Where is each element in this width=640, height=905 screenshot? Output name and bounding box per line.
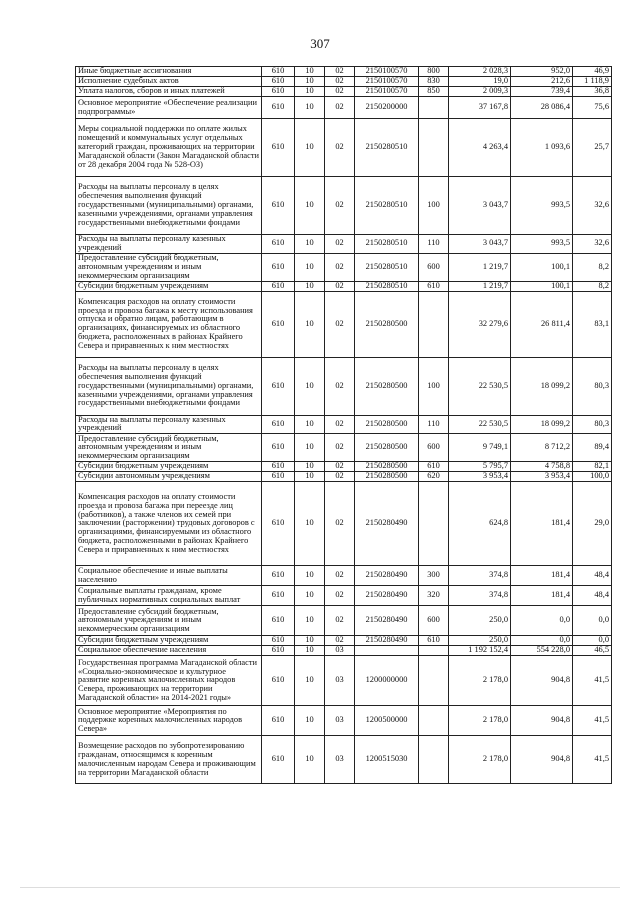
cell-pr: 03 (325, 656, 355, 706)
page-number: 307 (310, 36, 330, 51)
cell-csr: 1200000000 (355, 656, 419, 706)
cell-pr: 02 (325, 462, 355, 472)
cell-fact: 28 086,4 (511, 97, 573, 119)
cell-rz: 10 (295, 472, 325, 482)
cell-rz: 10 (295, 736, 325, 784)
cell-vr: 800 (419, 67, 449, 77)
cell-name: Расходы на выплаты персоналу в целях обеспечения выполнения функций государственными (муниципальными) органами, казенными учреждениями, органами управления государственными внебюджетными фондами (76, 357, 262, 415)
cell-name: Государственная программа Магаданской области «Социально-экономическое и культурное развитие коренных малочисленных народов Севера, проживающих на территории Магаданской области» на 2014-2021 годы» (76, 656, 262, 706)
table-row (76, 291, 612, 357)
cell-pct: 41,5 (573, 656, 612, 706)
table-row (76, 67, 612, 77)
table-row (76, 235, 612, 254)
table-row (76, 97, 612, 119)
cell-vr: 600 (419, 434, 449, 462)
cell-pr: 02 (325, 482, 355, 566)
cell-grbs: 610 (262, 462, 295, 472)
cell-grbs: 610 (262, 77, 295, 87)
table-row (76, 415, 612, 434)
cell-grbs: 610 (262, 291, 295, 357)
cell-rz: 10 (295, 177, 325, 235)
cell-pr: 02 (325, 415, 355, 434)
page-top (0, 0, 640, 4)
cell-rz: 10 (295, 235, 325, 254)
cell-pct: 0,0 (573, 636, 612, 646)
cell-plan: 1 219,7 (449, 281, 511, 291)
table-row (76, 586, 612, 606)
cell-vr (419, 291, 449, 357)
cell-fact: 739,4 (511, 87, 573, 97)
cell-csr: 2150280490 (355, 482, 419, 566)
cell-csr (355, 646, 419, 656)
cell-vr: 320 (419, 586, 449, 606)
cell-rz: 10 (295, 67, 325, 77)
cell-pr: 02 (325, 636, 355, 646)
cell-fact: 554 228,0 (511, 646, 573, 656)
cell-fact: 993,5 (511, 177, 573, 235)
cell-plan: 1 192 152,4 (449, 646, 511, 656)
cell-name: Социальное обеспечение и иные выплаты населению (76, 566, 262, 586)
cell-fact: 181,4 (511, 482, 573, 566)
cell-plan: 2 009,3 (449, 87, 511, 97)
cell-csr: 2150280500 (355, 291, 419, 357)
cell-pr: 02 (325, 472, 355, 482)
cell-name: Социальное обеспечение населения (76, 646, 262, 656)
cell-plan: 9 749,1 (449, 434, 511, 462)
cell-pr: 02 (325, 253, 355, 281)
table-row (76, 472, 612, 482)
cell-fact: 952,0 (511, 67, 573, 77)
cell-grbs: 610 (262, 67, 295, 77)
cell-plan: 4 263,4 (449, 119, 511, 177)
cell-plan: 19,0 (449, 77, 511, 87)
cell-grbs: 610 (262, 566, 295, 586)
cell-fact: 18 099,2 (511, 357, 573, 415)
cell-grbs: 610 (262, 482, 295, 566)
cell-name: Уплата налогов, сборов и иных платежей (76, 87, 262, 97)
cell-csr: 2150280500 (355, 357, 419, 415)
cell-pct: 46,9 (573, 67, 612, 77)
cell-pr: 02 (325, 235, 355, 254)
cell-name: Субсидии бюджетным учреждениям (76, 636, 262, 646)
cell-rz: 10 (295, 434, 325, 462)
cell-pct: 46,5 (573, 646, 612, 656)
cell-fact: 3 953,4 (511, 472, 573, 482)
cell-name: Социальные выплаты гражданам, кроме публичных нормативных социальных выплат (76, 586, 262, 606)
cell-rz: 10 (295, 281, 325, 291)
cell-rz: 10 (295, 357, 325, 415)
table-row (76, 119, 612, 177)
cell-fact: 904,8 (511, 736, 573, 784)
cell-pr: 02 (325, 606, 355, 636)
cell-plan: 32 279,6 (449, 291, 511, 357)
cell-grbs: 610 (262, 434, 295, 462)
cell-name: Меры социальной поддержки по оплате жилых помещений и коммунальных услуг отдельных категорий граждан, проживающих на территории Магаданской области (Закон Магаданской области от 28 декабря 2004 года № 528-ОЗ) (76, 119, 262, 177)
cell-csr: 2150280510 (355, 253, 419, 281)
cell-fact: 26 811,4 (511, 291, 573, 357)
cell-plan: 2 178,0 (449, 706, 511, 736)
cell-fact: 18 099,2 (511, 415, 573, 434)
cell-grbs: 610 (262, 606, 295, 636)
cell-pct: 1 118,9 (573, 77, 612, 87)
cell-grbs: 610 (262, 119, 295, 177)
cell-plan: 5 795,7 (449, 462, 511, 472)
cell-fact: 904,8 (511, 706, 573, 736)
cell-fact: 1 093,6 (511, 119, 573, 177)
budget-table (75, 66, 612, 784)
cell-pr: 02 (325, 434, 355, 462)
cell-pct: 82,1 (573, 462, 612, 472)
cell-csr: 1200515030 (355, 736, 419, 784)
cell-csr: 2150100570 (355, 67, 419, 77)
table-row (76, 357, 612, 415)
cell-rz: 10 (295, 253, 325, 281)
cell-grbs: 610 (262, 706, 295, 736)
cell-vr: 110 (419, 415, 449, 434)
cell-plan: 22 530,5 (449, 415, 511, 434)
table-row (76, 434, 612, 462)
cell-vr (419, 646, 449, 656)
cell-fact: 0,0 (511, 636, 573, 646)
cell-rz: 10 (295, 646, 325, 656)
cell-pr: 03 (325, 646, 355, 656)
cell-grbs: 610 (262, 636, 295, 646)
cell-pr: 02 (325, 291, 355, 357)
cell-pr: 02 (325, 77, 355, 87)
cell-pct: 80,3 (573, 357, 612, 415)
cell-csr: 2150280510 (355, 119, 419, 177)
cell-plan: 2 028,3 (449, 67, 511, 77)
cell-plan: 250,0 (449, 606, 511, 636)
table-row (76, 646, 612, 656)
cell-pr: 02 (325, 586, 355, 606)
cell-fact: 100,1 (511, 281, 573, 291)
cell-rz: 10 (295, 462, 325, 472)
cell-vr (419, 97, 449, 119)
cell-csr: 2150200000 (355, 97, 419, 119)
cell-plan: 624,8 (449, 482, 511, 566)
cell-rz: 10 (295, 119, 325, 177)
cell-fact: 4 758,8 (511, 462, 573, 472)
cell-name: Субсидии бюджетным учреждениям (76, 281, 262, 291)
table-row (76, 736, 612, 784)
cell-vr: 610 (419, 462, 449, 472)
cell-pct: 89,4 (573, 434, 612, 462)
cell-fact: 181,4 (511, 586, 573, 606)
cell-pct: 8,2 (573, 281, 612, 291)
table-row (76, 177, 612, 235)
cell-name: Расходы на выплаты персоналу в целях обеспечения выполнения функций государственными (муниципальными) органами, казенными учреждениями, органами управления государственными внебюджетными фондами (76, 177, 262, 235)
cell-grbs: 610 (262, 357, 295, 415)
cell-grbs: 610 (262, 736, 295, 784)
cell-vr: 600 (419, 606, 449, 636)
table-row (76, 87, 612, 97)
cell-pr: 02 (325, 97, 355, 119)
cell-fact: 0,0 (511, 606, 573, 636)
cell-plan: 2 178,0 (449, 736, 511, 784)
cell-fact: 181,4 (511, 566, 573, 586)
cell-csr: 1200500000 (355, 706, 419, 736)
cell-plan: 3 953,4 (449, 472, 511, 482)
cell-plan: 3 043,7 (449, 177, 511, 235)
cell-rz: 10 (295, 482, 325, 566)
cell-plan: 2 178,0 (449, 656, 511, 706)
cell-rz: 10 (295, 606, 325, 636)
cell-grbs: 610 (262, 656, 295, 706)
cell-grbs: 610 (262, 97, 295, 119)
cell-pct: 100,0 (573, 472, 612, 482)
cell-vr (419, 119, 449, 177)
cell-pct: 41,5 (573, 706, 612, 736)
cell-vr (419, 736, 449, 784)
cell-csr: 2150280510 (355, 235, 419, 254)
cell-name: Иные бюджетные ассигнования (76, 67, 262, 77)
cell-vr: 300 (419, 566, 449, 586)
cell-fact: 904,8 (511, 656, 573, 706)
cell-vr: 830 (419, 77, 449, 87)
cell-grbs: 610 (262, 646, 295, 656)
cell-vr (419, 482, 449, 566)
cell-plan: 250,0 (449, 636, 511, 646)
cell-pct: 25,7 (573, 119, 612, 177)
cell-grbs: 610 (262, 177, 295, 235)
cell-csr: 2150280510 (355, 177, 419, 235)
cell-grbs: 610 (262, 472, 295, 482)
cell-pct: 41,5 (573, 736, 612, 784)
cell-name: Расходы на выплаты персоналу казенных учреждений (76, 415, 262, 434)
cell-fact: 8 712,2 (511, 434, 573, 462)
cell-csr: 2150100570 (355, 77, 419, 87)
cell-pr: 03 (325, 706, 355, 736)
cell-name: Предоставление субсидий бюджетным, автономным учреждениям и иным некоммерческим организациям (76, 434, 262, 462)
table-row (76, 706, 612, 736)
cell-vr: 110 (419, 235, 449, 254)
cell-rz: 10 (295, 656, 325, 706)
cell-grbs: 610 (262, 253, 295, 281)
table-row (76, 606, 612, 636)
cell-rz: 10 (295, 586, 325, 606)
cell-csr: 2150280490 (355, 636, 419, 646)
cell-name: Исполнение судебных актов (76, 77, 262, 87)
cell-vr: 620 (419, 472, 449, 482)
cell-vr: 100 (419, 177, 449, 235)
cell-pct: 75,6 (573, 97, 612, 119)
cell-pr: 02 (325, 177, 355, 235)
cell-csr: 2150280490 (355, 566, 419, 586)
cell-csr: 2150280490 (355, 606, 419, 636)
cell-grbs: 610 (262, 586, 295, 606)
cell-pct: 8,2 (573, 253, 612, 281)
cell-pct: 48,4 (573, 566, 612, 586)
table-row (76, 566, 612, 586)
cell-grbs: 610 (262, 235, 295, 254)
cell-rz: 10 (295, 415, 325, 434)
page-bottom-rule (20, 887, 620, 888)
cell-fact: 100,1 (511, 253, 573, 281)
cell-csr: 2150280500 (355, 415, 419, 434)
cell-plan: 1 219,7 (449, 253, 511, 281)
cell-name: Возмещение расходов по зубопротезированию гражданам, относящимся к коренным малочисленным народам Севера и проживающим на территории Магаданской области (76, 736, 262, 784)
table-row (76, 77, 612, 87)
cell-csr: 2150280500 (355, 434, 419, 462)
cell-fact: 993,5 (511, 235, 573, 254)
cell-name: Расходы на выплаты персоналу казенных учреждений (76, 235, 262, 254)
table-row (76, 482, 612, 566)
cell-plan: 37 167,8 (449, 97, 511, 119)
cell-pct: 36,8 (573, 87, 612, 97)
table-row (76, 636, 612, 646)
cell-csr: 2150280510 (355, 281, 419, 291)
cell-plan: 3 043,7 (449, 235, 511, 254)
cell-grbs: 610 (262, 415, 295, 434)
cell-rz: 10 (295, 566, 325, 586)
cell-name: Компенсация расходов на оплату стоимости проезда и провоза багажа к месту использования отпуска и обратно лицам, работающим в организациях, финансируемых из областного бюджета, расположенных в районах Крайнего Севера и приравненных к ним местностях (76, 291, 262, 357)
cell-pr: 02 (325, 281, 355, 291)
cell-name: Субсидии бюджетным учреждениям (76, 462, 262, 472)
cell-name: Основное мероприятие «Мероприятия по поддержке коренных малочисленных народов Севера» (76, 706, 262, 736)
cell-name: Субсидии автономным учреждениям (76, 472, 262, 482)
cell-vr: 600 (419, 253, 449, 281)
table-row (76, 281, 612, 291)
table-row (76, 656, 612, 706)
cell-name: Компенсация расходов на оплату стоимости проезда и провоза багажа при переезде лиц (работников), а также членов их семей при заключении (расторжении) трудовых договоров с организациями, финансируемыми из областного бюджета, расположенными в районах Крайнего Севера и приравненных к ним местностях (76, 482, 262, 566)
table-row (76, 253, 612, 281)
cell-csr: 2150280490 (355, 586, 419, 606)
cell-pct: 0,0 (573, 606, 612, 636)
cell-csr: 2150100570 (355, 87, 419, 97)
cell-vr: 610 (419, 281, 449, 291)
cell-plan: 374,8 (449, 566, 511, 586)
cell-plan: 22 530,5 (449, 357, 511, 415)
cell-pr: 02 (325, 87, 355, 97)
cell-name: Основное мероприятие «Обеспечение реализации подпрограммы» (76, 97, 262, 119)
cell-pct: 29,0 (573, 482, 612, 566)
cell-rz: 10 (295, 636, 325, 646)
cell-vr (419, 706, 449, 736)
cell-pct: 83,1 (573, 291, 612, 357)
cell-pr: 02 (325, 119, 355, 177)
cell-rz: 10 (295, 87, 325, 97)
cell-pct: 32,6 (573, 235, 612, 254)
cell-pct: 48,4 (573, 586, 612, 606)
cell-pr: 03 (325, 736, 355, 784)
cell-rz: 10 (295, 77, 325, 87)
cell-vr: 610 (419, 636, 449, 646)
cell-rz: 10 (295, 97, 325, 119)
cell-vr: 100 (419, 357, 449, 415)
cell-vr: 850 (419, 87, 449, 97)
table-row (76, 462, 612, 472)
cell-grbs: 610 (262, 87, 295, 97)
cell-pct: 32,6 (573, 177, 612, 235)
cell-plan: 374,8 (449, 586, 511, 606)
cell-fact: 212,6 (511, 77, 573, 87)
cell-grbs: 610 (262, 281, 295, 291)
cell-rz: 10 (295, 706, 325, 736)
cell-name: Предоставление субсидий бюджетным, автономным учреждениям и иным некоммерческим организациям (76, 253, 262, 281)
cell-csr: 2150280500 (355, 462, 419, 472)
cell-pr: 02 (325, 67, 355, 77)
cell-pr: 02 (325, 357, 355, 415)
cell-pr: 02 (325, 566, 355, 586)
cell-rz: 10 (295, 291, 325, 357)
cell-pct: 80,3 (573, 415, 612, 434)
cell-vr (419, 656, 449, 706)
cell-name: Предоставление субсидий бюджетным, автономным учреждениям и иным некоммерческим организациям (76, 606, 262, 636)
cell-csr: 2150280500 (355, 472, 419, 482)
